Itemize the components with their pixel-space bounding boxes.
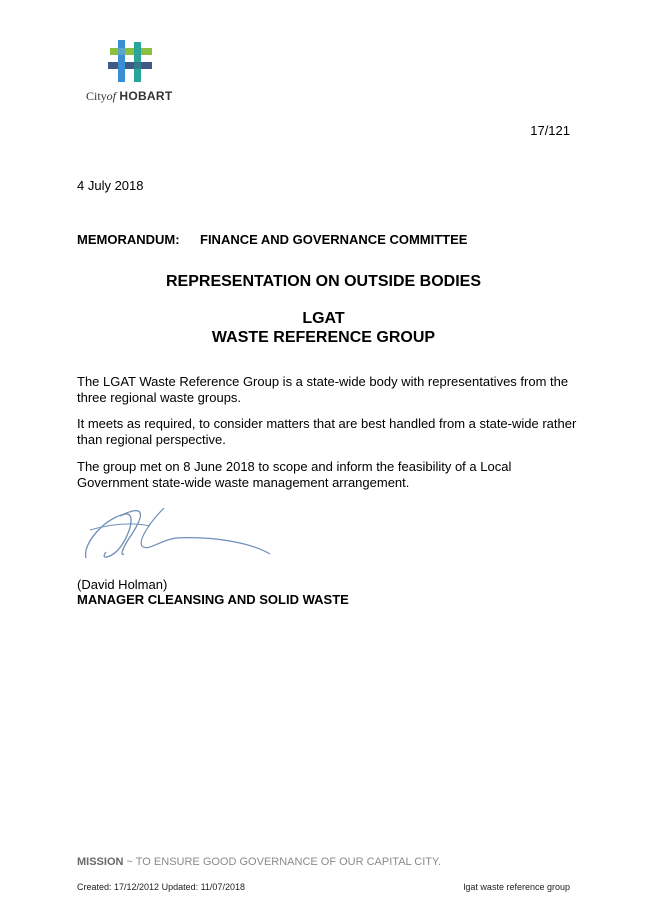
mission-statement: [77, 856, 441, 868]
created-updated-dates: Created: 17/12/2012 Updated: 11/07/2018: [77, 882, 245, 892]
memo-date: 4 July 2018: [77, 178, 144, 193]
logo-wordmark: Cityof HOBART: [86, 89, 173, 103]
signer-name: (David Holman): [77, 577, 168, 592]
main-title: REPRESENTATION ON OUTSIDE BODIES: [166, 273, 481, 290]
handwritten-signature: [80, 500, 280, 565]
mission-label: MISSION: [77, 856, 124, 868]
org-title: LGAT: [302, 310, 345, 327]
paragraph-1: The LGAT Waste Reference Group is a state-wide body with representatives from the three regional waste groups.: [77, 374, 569, 405]
mission-text: ~ TO ENSURE GOOD GOVERNANCE OF OUR CAPITAL CITY.: [123, 856, 441, 868]
hobart-mark-icon: [108, 40, 154, 82]
reference-number: 17/121: [530, 123, 570, 138]
signer-title: MANAGER CLEANSING AND SOLID WASTE: [77, 592, 349, 607]
paragraph-2: It meets as required, to consider matters that are best handled from a state-wide rather than regional perspective.: [77, 416, 577, 447]
city-of-hobart-logo: [86, 40, 186, 106]
document-filename: lgat waste reference group: [463, 882, 570, 892]
paragraph-3: The group met on 8 June 2018 to scope and inform the feasibility of a Local Government state-wide waste management arrangement.: [77, 459, 512, 490]
group-title: WASTE REFERENCE GROUP: [211, 329, 436, 346]
memo-label: MEMORANDUM:: [77, 232, 180, 247]
memo-header: [77, 232, 468, 247]
memo-recipient: FINANCE AND GOVERNANCE COMMITTEE: [200, 232, 468, 247]
